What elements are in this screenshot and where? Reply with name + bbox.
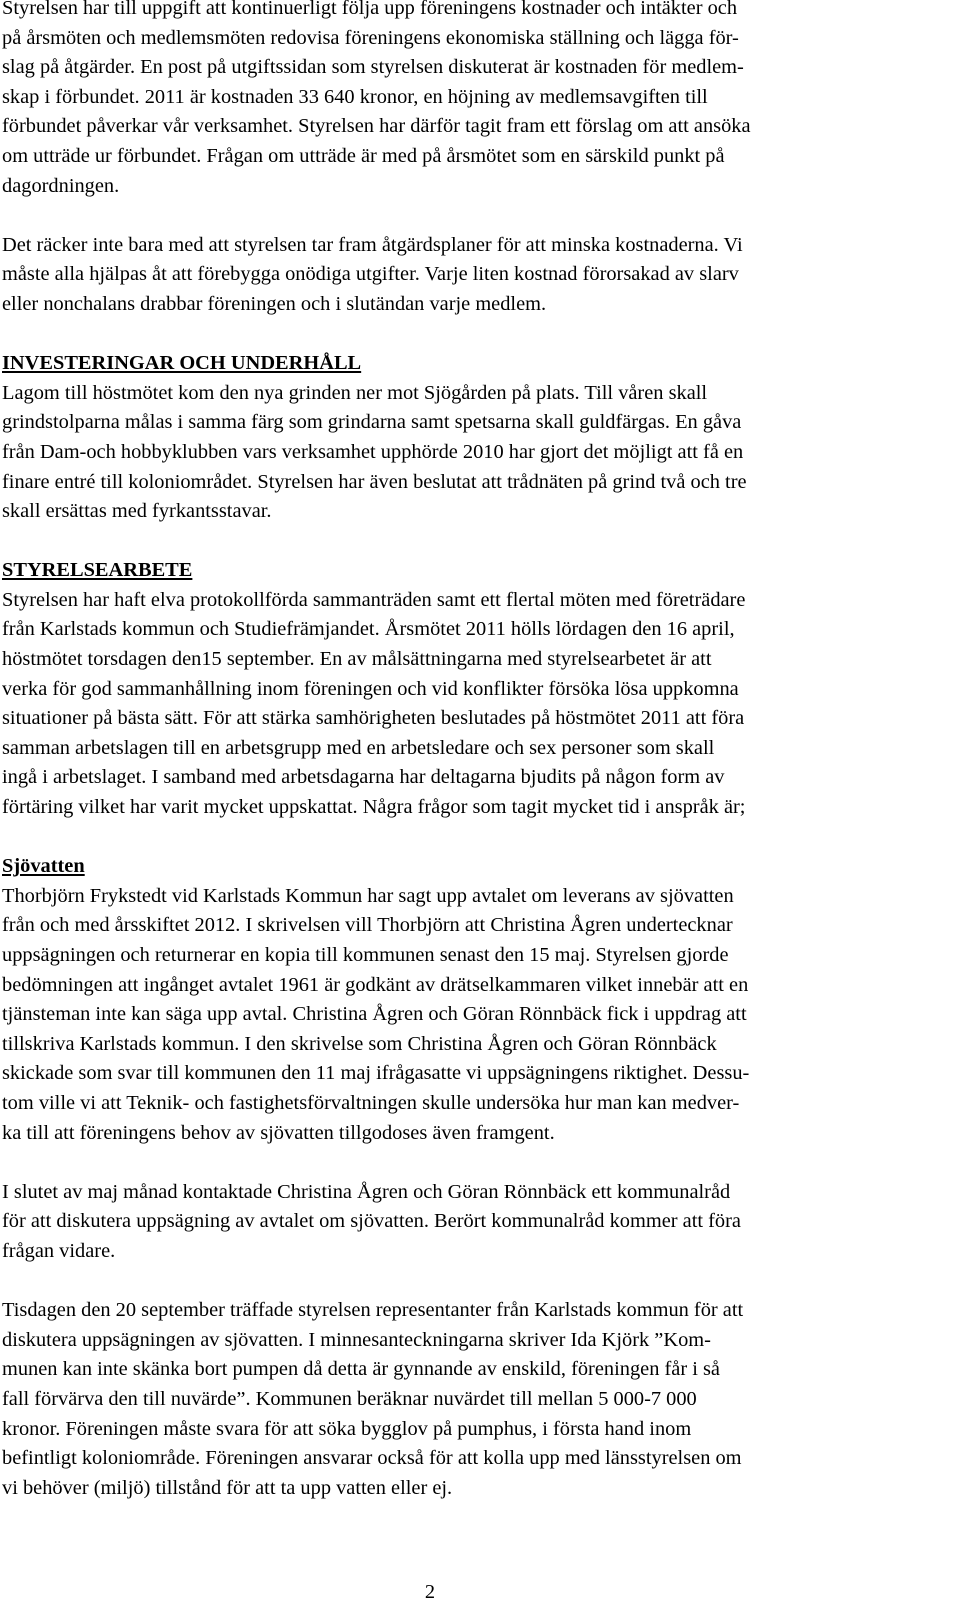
text-line: om utträde ur förbundet. Frågan om utträde är med på årsmötet som en särskild punkt på [2,144,725,167]
paragraph-gap [2,320,932,350]
paragraph-gap [2,527,932,557]
text-line: eller nonchalans drabbar föreningen och i slutändan varje medlem. [2,292,547,315]
text-line: bedömningen att ingånget avtalet 1961 är godkänt av drätselkammaren vilket innebär att en [2,973,749,996]
text-line: skap i förbundet. 2011 är kostnaden 33 640 kronor, en höjning av medlemsavgiften till [2,85,708,108]
paragraph-gap [2,201,932,231]
text-line: förtäring vilket har varit mycket uppskattat. Några frågor som tagit mycket tid i anspråk är; [2,796,746,819]
text-line: skickade som svar till kommunen den 11 maj ifrågasatte vi uppsägningens riktighet. Dessu- [2,1062,750,1085]
text-line: från och med årsskiftet 2012. I skrivelsen vill Thorbjörn att Christina Ågren undertecknar [2,914,733,937]
text-line: situationer på bästa sätt. För att stärka samhörigheten beslutades på höstmötet 2011 att föra [2,707,745,730]
text-line: Styrelsen har till uppgift att kontinuerligt följa upp föreningens kostnader och intäkter och [2,0,738,19]
lakewater-paragraph-1 [2,882,932,1148]
lakewater-paragraph-3 [2,1296,932,1503]
text-line: Lagom till höstmötet kom den nya grinden ner mot Sjögården på plats. Till våren skall [2,381,708,404]
text-line: från Karlstads kommun och Studiefrämjandet. Årsmötet 2011 hölls lördagen den 16 april, [2,618,735,641]
text-line: munen kan inte skänka bort pumpen då detta är gynnande av enskild, föreningen får i så [2,1358,720,1381]
text-line: från Dam-och hobbyklubben vars verksamhet upphörde 2010 har gjort det möjligt att få en [2,440,744,463]
text-line: Styrelsen har haft elva protokollförda sammanträden samt ett flertal möten med företrädare [2,588,746,611]
board-heading: STYRELSEARBETE [2,559,193,582]
board-paragraph [2,586,932,823]
paragraph-gap [2,1267,932,1297]
lakewater-paragraph-2 [2,1178,932,1267]
text-line: ka till att föreningens behov av sjövatten tillgodoses även framgent. [2,1121,555,1144]
text-line: uppsägningen och returnerar en kopia till kommunen senast den 15 maj. Styrelsen gjorde [2,944,729,966]
text-line: frågan vidare. [2,1239,116,1262]
text-line: finare entré till koloniområdet. Styrelsen har även beslutat att trådnäten på grind två och tre [2,470,747,493]
investments-heading: INVESTERINGAR OCH UNDERHÅLL [2,352,362,375]
text-line: höstmötet torsdagen den15 september. En av målsättningarna med styrelsearbetet är att [2,648,712,671]
text-line: förbundet påverkar vår verksamhet. Styrelsen har därför tagit fram ett förslag om att ansöka [2,115,751,138]
intro-paragraph [2,0,932,201]
paragraph-gap [2,823,932,853]
investments-paragraph [2,379,932,527]
paragraph-gap [2,1148,932,1178]
text-line: på årsmöten och medlemsmöten redovisa föreningens ekonomiska ställning och lägga för- [2,26,739,49]
document-page [2,0,932,1503]
page-number: 2 [424,1581,436,1603]
text-line: skall ersättas med fyrkantsstavar. [2,500,272,523]
text-line: dagordningen. [2,174,120,197]
text-line: diskutera uppsägningen av sjövatten. I minnesanteckningarna skriver Ida Kjörk ”Kom- [2,1328,711,1351]
text-line: slag på åtgärder. En post på utgiftssidan som styrelsen diskuterat är kostnaden för medlem- [2,56,744,79]
text-line: fall förvärva den till nuvärde”. Kommunen beräknar nuvärdet till mellan 5 000-7 000 [2,1387,697,1410]
costs-paragraph [2,231,932,320]
text-line: Det räcker inte bara med att styrelsen tar fram åtgärdsplaner för att minska kostnaderna. Vi [2,233,743,256]
text-line: för att diskutera uppsägning av avtalet om sjövatten. Berört kommunalråd kommer att föra [2,1210,741,1233]
text-line: tom ville vi att Teknik- och fastighetsförvaltningen skulle undersöka hur man kan medver- [2,1091,740,1114]
text-line: grindstolparna målas i samma färg som grindarna samt spetsarna skall guldfärgas. En gåva [2,411,742,434]
text-line: I slutet av maj månad kontaktade Christina Ågren och Göran Rönnbäck ett kommunalråd [2,1180,731,1203]
lakewater-heading: Sjövatten [2,855,85,878]
text-line: Thorbjörn Frykstedt vid Karlstads Kommun har sagt upp avtalet om leverans av sjövatten [2,884,734,907]
text-line: vi behöver (miljö) tillstånd för att ta upp vatten eller ej. [2,1476,453,1499]
text-line: samman arbetslagen till en arbetsgrupp med en arbetsledare och sex personer som skall [2,736,715,759]
text-line: verka för god sammanhållning inom föreningen och vid konflikter försöka lösa uppkomna [2,677,739,700]
text-line: befintligt koloniområde. Föreningen ansvarar också för att kolla upp med länsstyrelsen om [2,1447,742,1470]
text-line: måste alla hjälpas åt att förebygga onödiga utgifter. Varje liten kostnad förorsakad av slarv [2,263,739,286]
text-line: tjänsteman inte kan säga upp avtal. Christina Ågren och Göran Rönnbäck fick i uppdrag att [2,1003,747,1026]
text-line: kronor. Föreningen måste svara för att söka bygglov på pumphus, i första hand inom [2,1417,692,1440]
text-line: ingå i arbetslaget. I samband med arbetsdagarna har deltagarna bjudits på någon form av [2,766,725,789]
text-line: Tisdagen den 20 september träffade styrelsen representanter från Karlstads kommun för att [2,1299,744,1322]
text-line: tillskriva Karlstads kommun. I den skrivelse som Christina Ågren och Göran Rönnbäck [2,1032,717,1055]
